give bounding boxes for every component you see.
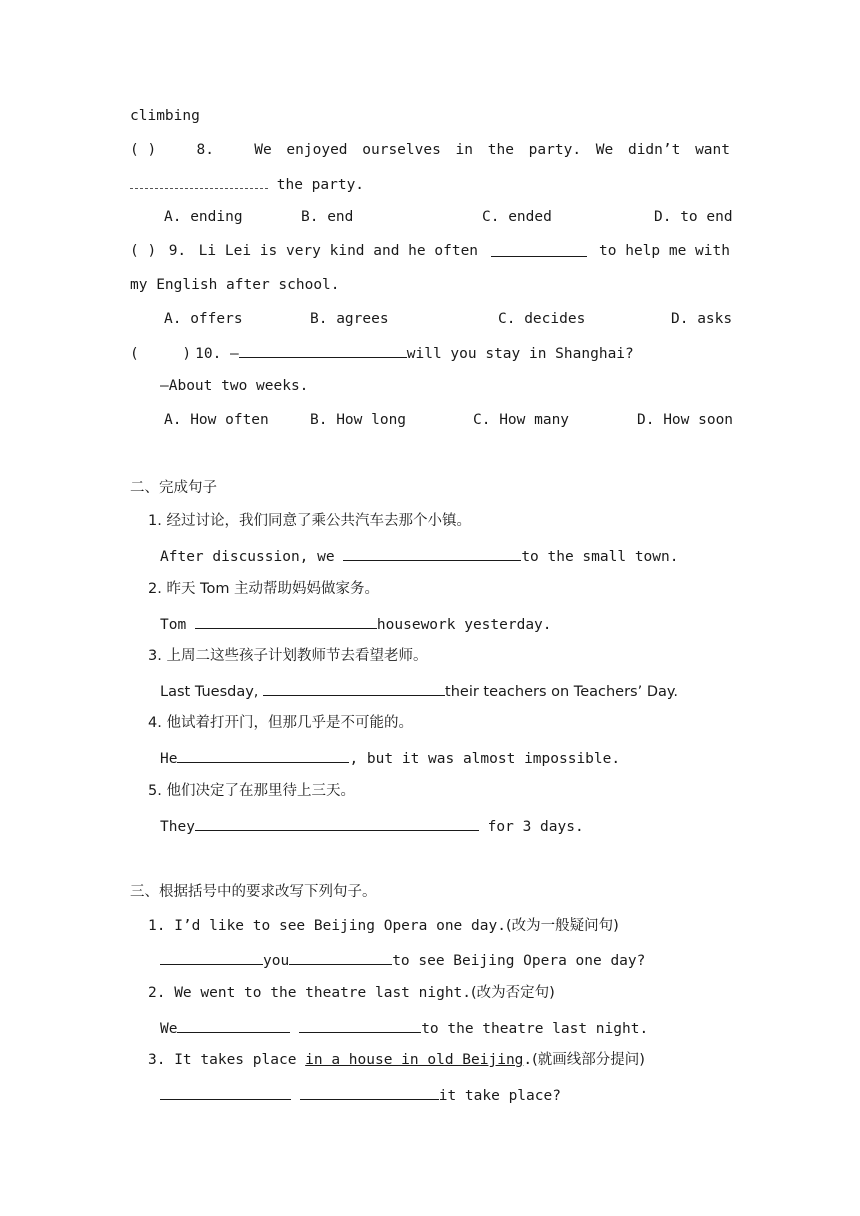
fill-blank[interactable] [177, 747, 349, 763]
answer-bracket[interactable]: ( ) [130, 243, 157, 259]
fill-blank[interactable] [289, 949, 392, 965]
question-10-line-1 [130, 342, 634, 364]
section-2-heading: 二、完成句子 [130, 480, 217, 496]
p2-item-5-en: They for 3 days. [160, 815, 584, 837]
p2-item-5-cn: 5. 他们决定了在那里待上三天。 [148, 783, 355, 799]
p3-item-3-sentence: 3. It takes place in a house in old Beijing.(就画线部分提问) [148, 1052, 645, 1068]
fill-blank[interactable] [239, 342, 407, 358]
option-d[interactable]: D. How soon [637, 412, 734, 428]
question-8-line-2 [130, 173, 364, 195]
option-b[interactable]: B. end [301, 209, 354, 225]
option-a[interactable]: A. ending [164, 209, 243, 225]
p2-item-4-en: He , but it was almost impossible. [160, 747, 620, 769]
p2-item-2-cn: 2. 昨天 Tom 主动帮助妈妈做家务。 [148, 581, 380, 597]
underlined-phrase: in a house in old Beijing [305, 1052, 524, 1068]
question-stem: will you stay in Shanghai? [406, 346, 634, 362]
question-stem-cont: the party. [276, 177, 365, 193]
p2-item-1-en: After discussion, we to the small town. [160, 545, 678, 567]
question-number: 10. [195, 346, 222, 362]
option-c[interactable]: C. ended [482, 209, 552, 225]
question-8-line-1 [130, 140, 730, 160]
fill-blank[interactable] [491, 241, 587, 257]
p2-item-3-en: Last Tuesday, their teachers on Teachers’ Day. [160, 680, 678, 702]
fill-blank[interactable] [300, 1084, 439, 1100]
option-c[interactable]: C. decides [498, 311, 586, 327]
option-d[interactable]: D. asks [671, 311, 733, 327]
p3-item-3-answer: it take place? [160, 1084, 561, 1106]
p2-item-4-cn: 4. 他试着打开门，但那几乎是不可能的。 [148, 715, 413, 731]
p3-item-2-answer: We to the theatre last night. [160, 1017, 648, 1039]
option-b[interactable]: B. How long [310, 412, 407, 428]
dialog-dash: — [230, 346, 239, 362]
answer-bracket[interactable]: ( ) [130, 142, 157, 158]
question-stem: We enjoyed ourselves in the party. We didn’t want [254, 142, 730, 158]
option-c[interactable]: C. How many [473, 412, 570, 428]
question-stem-cont: to help me with [599, 243, 730, 259]
fill-blank[interactable] [160, 1084, 291, 1100]
carry-over-word: climbing [130, 108, 200, 124]
option-d[interactable]: D. to end [654, 209, 733, 225]
fill-blank[interactable] [195, 613, 377, 629]
question-number: 9. [168, 243, 187, 259]
option-a[interactable]: A. offers [164, 311, 243, 327]
question-9-line-1 [130, 241, 730, 261]
option-a[interactable]: A. How often [164, 412, 269, 428]
section-3-heading: 三、根据括号中的要求改写下列句子。 [130, 884, 377, 900]
fill-blank[interactable] [195, 815, 479, 831]
answer-bracket[interactable]: ( ) [130, 346, 192, 362]
fill-blank[interactable] [177, 1017, 290, 1033]
fill-blank[interactable] [299, 1017, 421, 1033]
fill-blank[interactable] [160, 949, 263, 965]
p3-item-1-answer: you to see Beijing Opera one day? [160, 949, 645, 971]
p3-item-2-sentence: 2. We went to the theatre last night.(改为否定句) [148, 985, 555, 1001]
question-number: 8. [196, 142, 214, 158]
p2-item-2-en: Tom housework yesterday. [160, 613, 552, 635]
fill-blank[interactable] [263, 680, 445, 696]
fill-blank[interactable] [130, 173, 268, 189]
fill-blank[interactable] [343, 545, 521, 561]
question-9-line-2: my English after school. [130, 277, 340, 293]
question-10-answer-line: —About two weeks. [160, 378, 309, 394]
question-stem: Li Lei is very kind and he often [198, 243, 479, 259]
p2-item-3-cn: 3. 上周二这些孩子计划教师节去看望老师。 [148, 648, 428, 664]
p3-item-1-sentence: 1. I’d like to see Beijing Opera one day.(改为一般疑问句) [148, 918, 619, 934]
option-b[interactable]: B. agrees [310, 311, 389, 327]
p2-item-1-cn: 1. 经过讨论，我们同意了乘公共汽车去那个小镇。 [148, 513, 471, 529]
